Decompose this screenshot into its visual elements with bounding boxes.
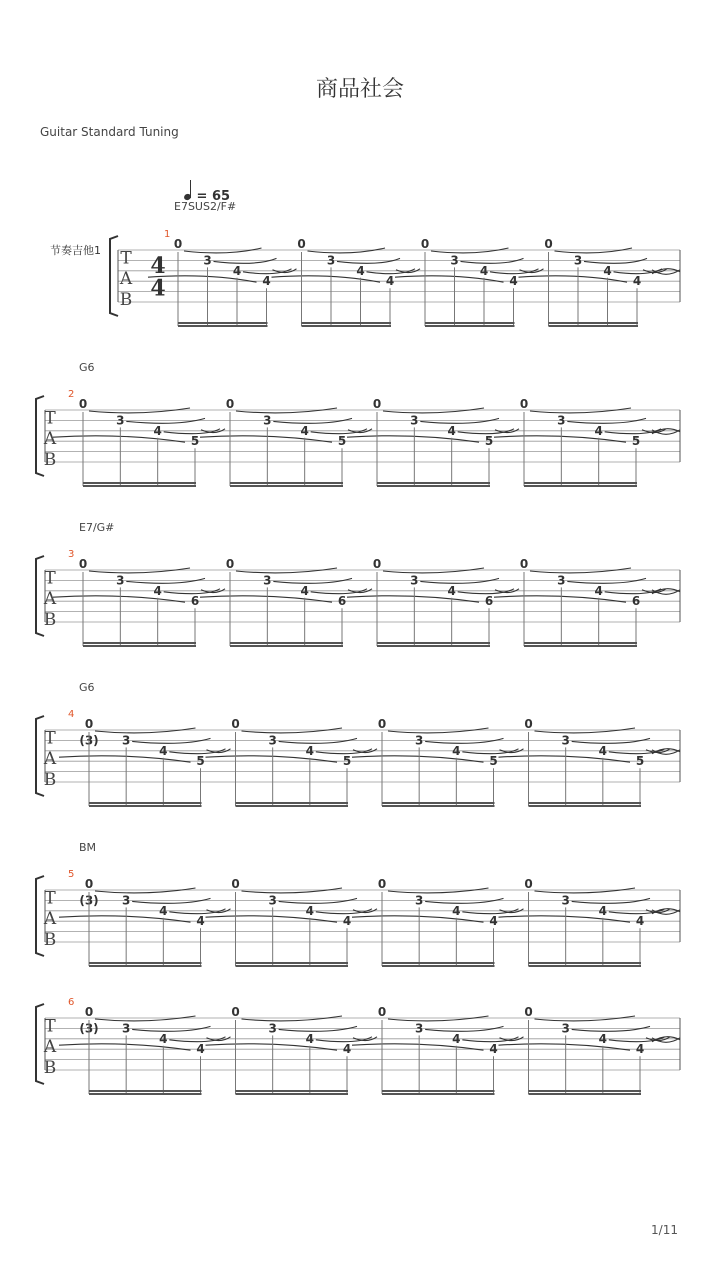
tab-letter: A	[43, 909, 57, 930]
fret-number: 5	[190, 434, 200, 449]
fret-number: 4	[452, 1031, 461, 1046]
fret-number: 3	[410, 573, 419, 588]
tab-letter: T	[44, 728, 56, 749]
fret-number: 0	[372, 397, 382, 411]
tie-arc	[273, 418, 352, 423]
tie-arc	[388, 888, 489, 893]
tab-letter: T	[44, 568, 56, 589]
chord-name: E7SUS2/F#	[174, 200, 237, 213]
fret-number: 4	[598, 903, 608, 918]
tie-arc	[584, 258, 647, 263]
tab-letter: B	[43, 1058, 57, 1078]
tie-arc	[184, 248, 262, 253]
chord-name: G6	[79, 361, 95, 374]
fret-number: 0	[84, 877, 94, 891]
fret-number: 3	[263, 573, 272, 588]
fret-number: 0	[84, 717, 94, 731]
fret-number: 4	[479, 263, 489, 278]
fret-number: 3	[268, 1021, 277, 1036]
fret-number: 0	[84, 1005, 94, 1019]
tab-letter: B	[43, 930, 57, 950]
tie-arc	[95, 1016, 196, 1021]
fret-number: 3	[450, 253, 459, 268]
fret-number: 4	[594, 423, 603, 438]
tie-arc	[567, 418, 646, 423]
fret-number: 4	[305, 903, 315, 918]
tab-letter: A	[43, 429, 57, 450]
tab-letter: B	[43, 450, 57, 470]
fret-number: 4	[153, 423, 162, 438]
tie-arc	[214, 258, 277, 263]
fret-number: 4	[232, 263, 242, 278]
fret-number: 3	[116, 573, 125, 588]
fret-number: 3	[414, 733, 424, 748]
tie-arc	[420, 578, 499, 583]
tie-arc	[567, 578, 646, 583]
fret-number: 4	[452, 743, 461, 758]
fret-number: 4	[342, 914, 352, 929]
tie-arc	[388, 1016, 489, 1021]
fret-number: 0	[377, 1005, 387, 1019]
fret-number: 4	[598, 1031, 608, 1046]
fret-number: 4	[598, 743, 608, 758]
fret-number: 0	[225, 557, 235, 571]
fret-number: 0	[420, 237, 430, 251]
fret-number: 6	[337, 594, 347, 609]
tuning-label: Guitar Standard Tuning	[40, 125, 179, 139]
fret-number: 0	[519, 397, 529, 411]
tie-arc	[461, 258, 524, 263]
fret-number: 3	[268, 733, 277, 748]
tie-arc	[572, 898, 650, 903]
tie-arc	[279, 1026, 357, 1031]
fret-number: 0	[377, 877, 387, 891]
chord-name: BM	[79, 841, 97, 854]
fret-number: 4	[342, 1042, 352, 1057]
fret-number: 0	[524, 877, 533, 891]
measure-number: 3	[68, 549, 75, 560]
fret-number: 3	[561, 733, 570, 748]
fret-number: 6	[484, 594, 494, 609]
tie-arc	[535, 1016, 636, 1021]
tie-arc	[273, 578, 352, 583]
tie-arc	[308, 248, 386, 253]
fret-number: 3	[561, 1021, 570, 1036]
tie-arc	[652, 429, 680, 434]
fret-number: 4	[153, 583, 162, 598]
fret-number: 4	[196, 1042, 205, 1057]
fret-number: 3	[410, 413, 419, 428]
tie-arc	[242, 888, 343, 893]
fret-number: 4	[635, 914, 645, 929]
fret-number: 4	[385, 274, 395, 289]
tab-letter: A	[119, 269, 133, 290]
fret-number: 3	[203, 253, 212, 268]
fret-number: 3	[116, 413, 125, 428]
tie-arc	[425, 898, 503, 903]
fret-number-ghost: (3)	[79, 733, 99, 748]
tab-letter: T	[44, 1016, 56, 1037]
fret-number: 0	[297, 237, 306, 251]
fret-number: 3	[561, 893, 570, 908]
tie-arc	[383, 408, 484, 413]
time-signature-top: 4	[150, 252, 166, 279]
fret-number: 4	[489, 1042, 498, 1057]
fret-number: 0	[78, 557, 88, 571]
fret-number: 4	[603, 263, 612, 278]
tie-arc	[572, 738, 650, 743]
tie-arc	[89, 568, 190, 573]
tie-arc	[652, 589, 680, 594]
fret-number: 4	[452, 903, 461, 918]
measure-number: 1	[164, 229, 171, 240]
fret-number: 4	[196, 914, 205, 929]
fret-number: 5	[196, 754, 205, 769]
fret-number: 5	[631, 434, 641, 449]
fret-number: 0	[377, 717, 387, 731]
fret-number: 3	[573, 253, 583, 268]
page-number: 1/11	[651, 1223, 678, 1237]
fret-number: 4	[305, 743, 315, 758]
tab-letter: T	[44, 408, 56, 429]
tie-arc	[95, 888, 196, 893]
fret-number: 5	[489, 754, 498, 769]
fret-number: 0	[173, 237, 183, 251]
tie-arc	[89, 408, 190, 413]
fret-number: 4	[305, 1031, 315, 1046]
instrument-label: 节奏吉他1	[50, 244, 101, 257]
tie-arc	[126, 578, 205, 583]
tie-arc	[236, 568, 337, 573]
tab-letter: T	[120, 248, 132, 269]
fret-number: 4	[159, 1031, 168, 1046]
fret-number: 0	[524, 1005, 533, 1019]
fret-number: 4	[447, 423, 456, 438]
tie-arc	[279, 898, 357, 903]
tab-letter: T	[44, 888, 56, 909]
tie-arc	[535, 728, 636, 733]
fret-number: 5	[337, 434, 347, 449]
fret-number: 6	[190, 594, 200, 609]
tab-letter: A	[43, 749, 57, 770]
tab-letter: A	[43, 589, 57, 610]
tie-arc	[555, 248, 633, 253]
fret-number: 6	[631, 594, 641, 609]
fret-number: 3	[557, 573, 566, 588]
measure-number: 5	[68, 869, 75, 880]
tie-arc	[95, 728, 196, 733]
tie-arc	[279, 738, 357, 743]
chord-name: E7/G#	[79, 521, 115, 534]
tie-arc	[337, 258, 400, 263]
tie-arc	[425, 738, 503, 743]
tie-arc	[132, 898, 210, 903]
tie-arc	[242, 728, 343, 733]
tie-arc	[530, 568, 631, 573]
system-bracket	[110, 236, 118, 316]
tie-arc	[388, 728, 489, 733]
fret-number: 0	[524, 717, 533, 731]
fret-number: 4	[300, 583, 309, 598]
fret-number: 0	[372, 557, 382, 571]
measure-number: 4	[68, 709, 75, 720]
tie-arc	[420, 418, 499, 423]
tie-arc	[242, 1016, 343, 1021]
fret-number: 3	[326, 253, 336, 268]
fret-number: 4	[262, 274, 271, 289]
tie-arc	[535, 888, 636, 893]
tab-letter: B	[43, 770, 57, 790]
tie-arc	[132, 738, 210, 743]
fret-number: 0	[544, 237, 553, 251]
chord-name: G6	[79, 681, 95, 694]
tempo-value: = 65	[196, 189, 231, 204]
tie-arc	[425, 1026, 503, 1031]
tie-arc	[126, 418, 205, 423]
fret-number: 3	[268, 893, 277, 908]
tie-arc	[572, 1026, 650, 1031]
fret-number: 4	[159, 743, 168, 758]
fret-number: 5	[342, 754, 352, 769]
fret-number: 0	[231, 1005, 240, 1019]
time-signature-bottom: 4	[150, 275, 166, 302]
tie-arc	[236, 408, 337, 413]
fret-number: 0	[78, 397, 88, 411]
fret-number-ghost: (3)	[79, 893, 99, 908]
fret-number: 3	[414, 1021, 424, 1036]
tie-arc	[132, 1026, 210, 1031]
fret-number: 5	[484, 434, 494, 449]
tie-arc	[383, 568, 484, 573]
fret-number: 0	[225, 397, 235, 411]
fret-number: 4	[509, 274, 518, 289]
fret-number: 4	[447, 583, 456, 598]
tie-arc	[431, 248, 509, 253]
fret-number: 3	[263, 413, 272, 428]
fret-number: 5	[635, 754, 645, 769]
tab-letter: B	[119, 290, 133, 310]
fret-number: 0	[231, 877, 240, 891]
fret-number: 4	[594, 583, 603, 598]
fret-number-ghost: (3)	[79, 1021, 99, 1036]
tab-letter: A	[43, 1037, 57, 1058]
fret-number: 4	[300, 423, 309, 438]
tie-arc	[530, 408, 631, 413]
fret-number: 3	[121, 733, 131, 748]
fret-number: 3	[121, 893, 131, 908]
fret-number: 3	[414, 893, 424, 908]
fret-number: 4	[489, 914, 498, 929]
fret-number: 0	[519, 557, 529, 571]
tab-letter: B	[43, 610, 57, 630]
fret-number: 0	[231, 717, 240, 731]
fret-number: 4	[159, 903, 168, 918]
measure-number: 2	[68, 389, 75, 400]
measure-number: 6	[68, 997, 75, 1008]
fret-number: 3	[557, 413, 566, 428]
fret-number: 4	[356, 263, 365, 278]
fret-number: 4	[632, 274, 642, 289]
song-title: 商品社会	[315, 77, 404, 102]
fret-number: 3	[121, 1021, 131, 1036]
fret-number: 4	[635, 1042, 645, 1057]
